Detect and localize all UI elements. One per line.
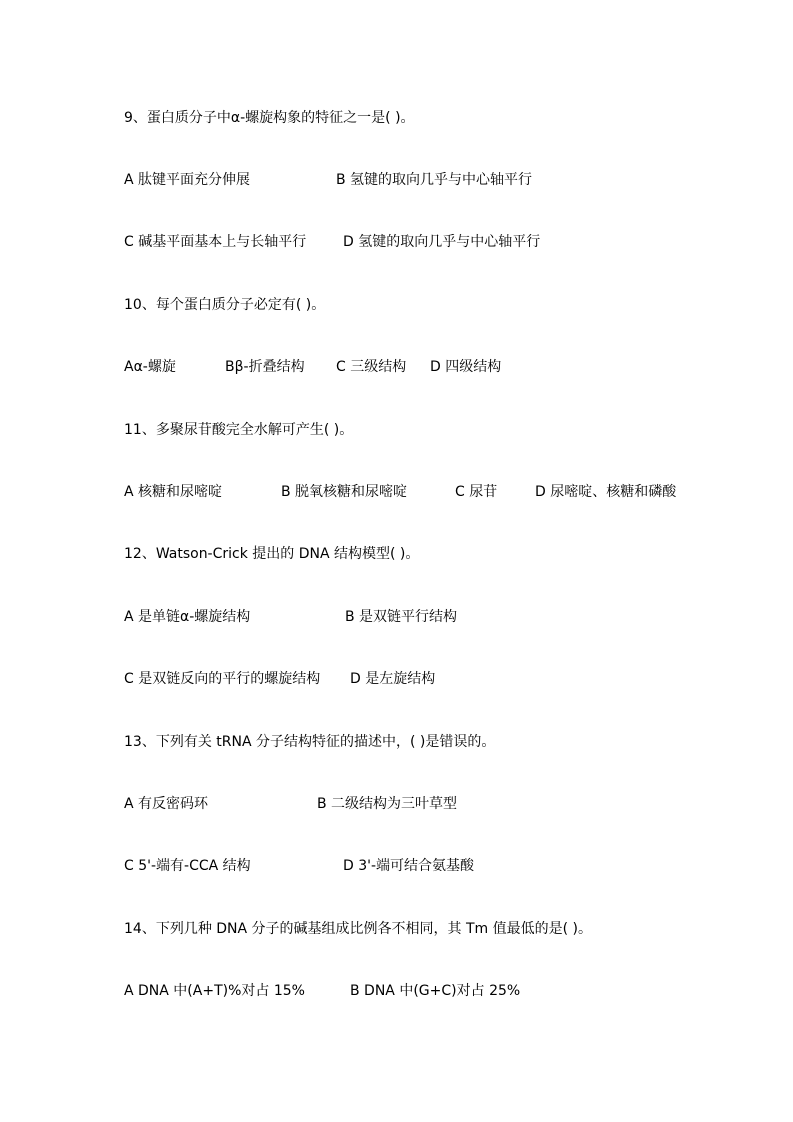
question-12-option-b: B 是双链平行结构	[345, 609, 458, 625]
question-10-stem: 10、每个蛋白质分子必定有( )。	[124, 297, 326, 313]
question-12-option-d: D 是左旋结构	[350, 671, 436, 687]
question-10-option-d: D 四级结构	[430, 359, 502, 375]
question-9-stem: 9、蛋白质分子中α-螺旋构象的特征之一是( )。	[124, 110, 415, 126]
question-9-option-c: C 碱基平面基本上与长轴平行	[124, 234, 307, 250]
question-11-stem: 11、多聚尿苷酸完全水解可产生( )。	[124, 422, 354, 438]
question-12-option-c: C 是双链反向的平行的螺旋结构	[124, 671, 321, 687]
question-12-stem: 12、Watson-Crick 提出的 DNA 结构模型( )。	[124, 546, 420, 562]
question-13-option-d: D 3'-端可结合氨基酸	[343, 858, 475, 874]
question-14-stem: 14、下列几种 DNA 分子的碱基组成比例各不相同，其 Tm 值最低的是( )。	[124, 921, 593, 937]
question-13-stem: 13、下列有关 tRNA 分子结构特征的描述中，( )是错误的。	[124, 734, 496, 750]
question-9-option-d: D 氢键的取向几乎与中心轴平行	[343, 234, 541, 250]
question-12-option-a: A 是单链α-螺旋结构	[124, 609, 251, 625]
question-11-option-d: D 尿嘧啶、核糖和磷酸	[535, 484, 677, 500]
question-11-option-a: A 核糖和尿嘧啶	[124, 484, 223, 500]
question-9-option-a: A 肽键平面充分伸展	[124, 172, 251, 188]
question-14-option-b: B DNA 中(G+C)对占 25%	[350, 983, 521, 999]
question-13-option-c: C 5'-端有-CCA 结构	[124, 858, 251, 874]
question-10-option-c: C 三级结构	[336, 359, 407, 375]
question-11-option-c: C 尿苷	[455, 484, 498, 500]
question-10-option-b: Bβ-折叠结构	[225, 359, 305, 375]
question-9-option-b: B 氢键的取向几乎与中心轴平行	[336, 172, 533, 188]
question-14-option-a: A DNA 中(A+T)%对占 15%	[124, 983, 305, 999]
question-11-option-b: B 脱氧核糖和尿嘧啶	[281, 484, 408, 500]
question-13-option-a: A 有反密码环	[124, 796, 209, 812]
question-10-option-a: Aα-螺旋	[124, 359, 176, 375]
question-13-option-b: B 二级结构为三叶草型	[317, 796, 458, 812]
